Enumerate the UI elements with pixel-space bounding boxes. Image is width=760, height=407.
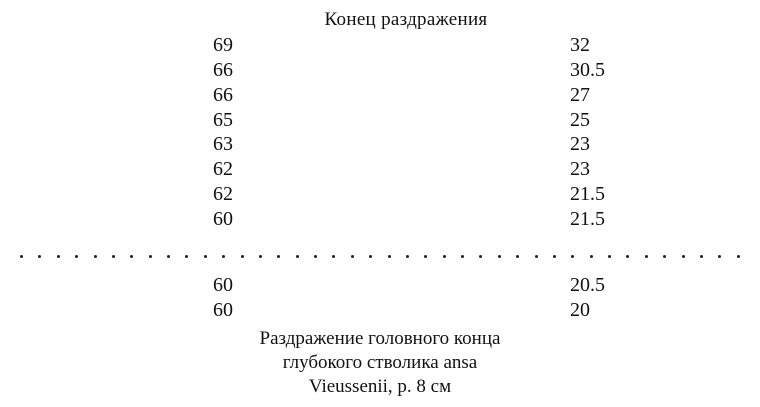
separator-dot: [571, 255, 574, 258]
separator-dot: [645, 255, 648, 258]
separator-dot: [332, 255, 335, 258]
caption-line: Раздражение головного конца: [259, 328, 501, 349]
separator-dot: [516, 255, 519, 258]
left-value: 62: [213, 183, 233, 205]
separator-dot: [608, 255, 611, 258]
dotted-separator: [20, 250, 740, 262]
separator-dot: [57, 255, 60, 258]
separator-dot: [498, 255, 501, 258]
table-row: [0, 274, 760, 298]
separator-dot: [167, 255, 170, 258]
right-value: 21.5: [570, 208, 605, 230]
separator-dot: [479, 255, 482, 258]
separator-dot: [204, 255, 207, 258]
right-value: 20.5: [570, 274, 605, 296]
right-value: 30.5: [570, 59, 605, 81]
separator-dot: [626, 255, 629, 258]
separator-dot: [277, 255, 280, 258]
separator-dot: [406, 255, 409, 258]
right-value: 21.5: [570, 183, 605, 205]
table-header: Конец раздражения: [324, 9, 488, 30]
right-value: 23: [570, 158, 590, 180]
separator-dot: [314, 255, 317, 258]
caption-line: Vieussenii, р. 8 см: [308, 376, 452, 397]
separator-dot: [241, 255, 244, 258]
right-value: 25: [570, 109, 590, 131]
right-value: 32: [570, 34, 590, 56]
left-value: 60: [213, 208, 233, 230]
separator-dot: [94, 255, 97, 258]
separator-dot: [590, 255, 593, 258]
right-value: 20: [570, 299, 590, 321]
separator-dot: [296, 255, 299, 258]
separator-dot: [75, 255, 78, 258]
separator-dot: [737, 255, 740, 258]
table-row: [0, 84, 760, 108]
separator-dot: [38, 255, 41, 258]
left-value: 60: [213, 299, 233, 321]
separator-dot: [388, 255, 391, 258]
separator-dot: [185, 255, 188, 258]
left-value: 69: [213, 34, 233, 56]
left-value: 62: [213, 158, 233, 180]
left-value: 60: [213, 274, 233, 296]
separator-dot: [461, 255, 464, 258]
separator-dot: [424, 255, 427, 258]
table-row: [0, 133, 760, 157]
separator-dot: [130, 255, 133, 258]
separator-dot: [259, 255, 262, 258]
separator-dot: [351, 255, 354, 258]
separator-dot: [443, 255, 446, 258]
right-value: 23: [570, 133, 590, 155]
left-value: 66: [213, 59, 233, 81]
separator-dot: [149, 255, 152, 258]
table-row: [0, 299, 760, 323]
separator-dot: [535, 255, 538, 258]
separator-dot: [20, 255, 23, 258]
table-row: [0, 183, 760, 207]
separator-dot: [369, 255, 372, 258]
separator-dot: [663, 255, 666, 258]
separator-dot: [700, 255, 703, 258]
caption-line: глубокого стволика ansa: [282, 352, 478, 373]
left-value: 65: [213, 109, 233, 131]
figure-caption: [0, 327, 760, 399]
table-row: [0, 34, 760, 58]
separator-dot: [553, 255, 556, 258]
separator-dot: [682, 255, 685, 258]
table-row: [0, 59, 760, 83]
left-value: 63: [213, 133, 233, 155]
right-value: 27: [570, 84, 590, 106]
table-row: [0, 109, 760, 133]
left-value: 66: [213, 84, 233, 106]
separator-dot: [718, 255, 721, 258]
separator-dot: [222, 255, 225, 258]
table-row: [0, 208, 760, 232]
separator-dot: [112, 255, 115, 258]
table-row: [0, 158, 760, 182]
